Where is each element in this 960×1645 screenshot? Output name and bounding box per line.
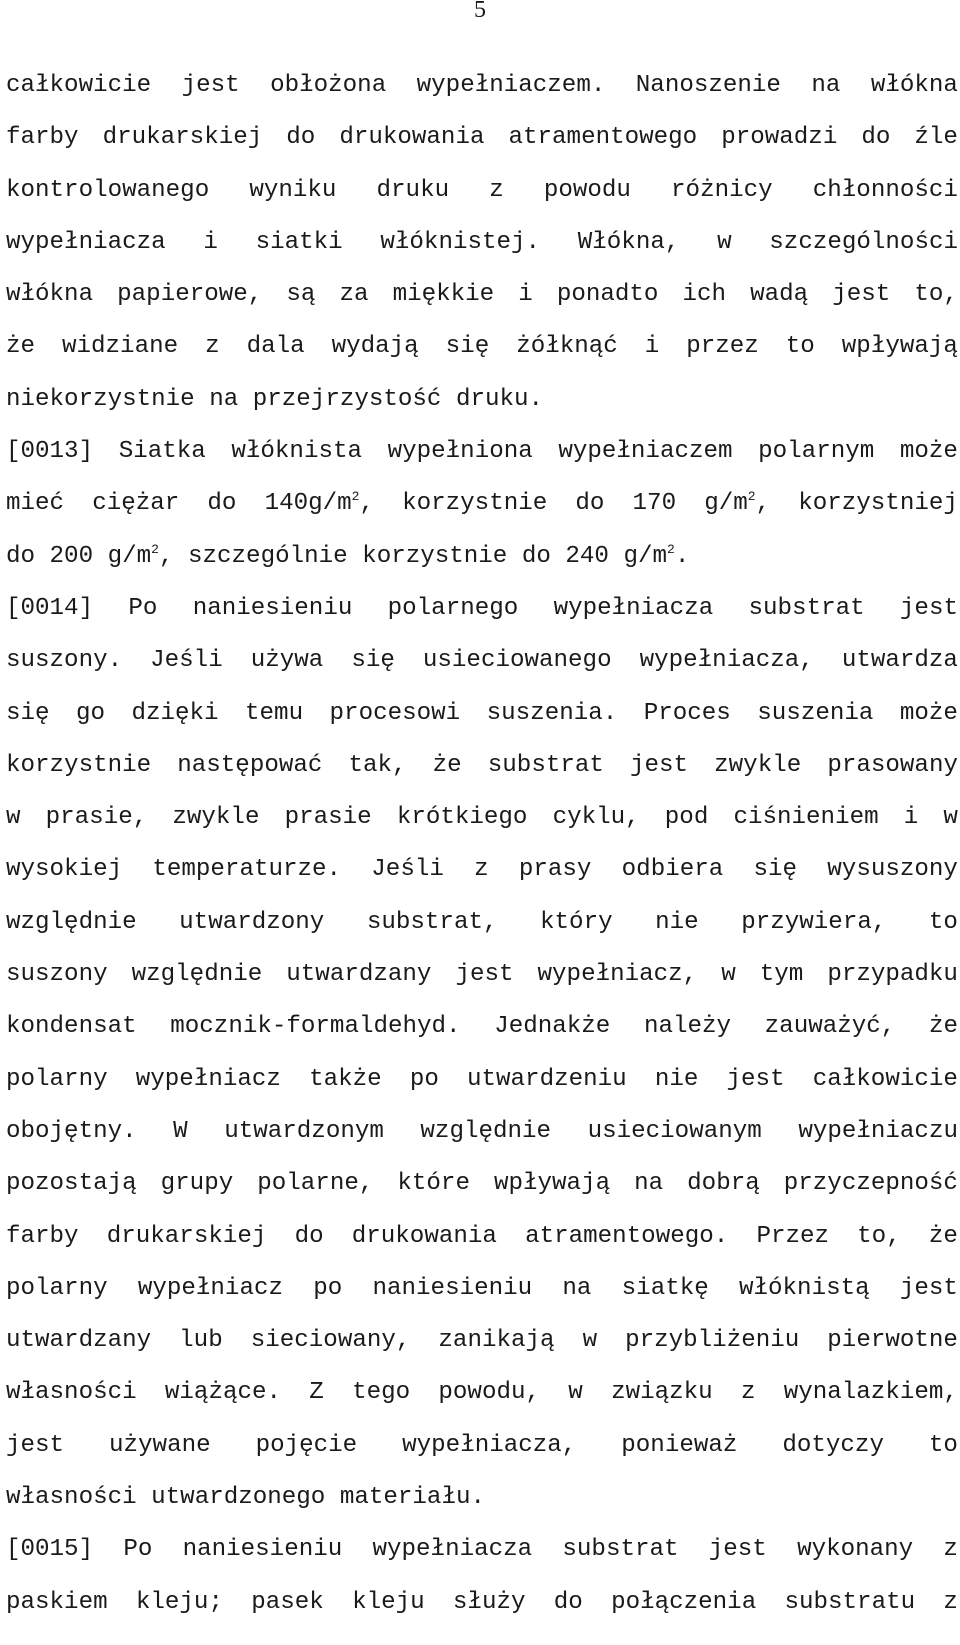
superscript: 2 (747, 489, 756, 505)
word: na (634, 1170, 664, 1198)
word: z (489, 176, 504, 204)
word: Po (123, 1536, 153, 1564)
word: wypełniona (387, 438, 533, 466)
word: polarny (6, 1065, 108, 1093)
word: kontrolowanego (6, 176, 210, 204)
word: na (562, 1274, 592, 1302)
word: całkowicie (812, 1065, 958, 1093)
word: mieć (6, 490, 65, 518)
word: substrat, (366, 908, 498, 936)
word: drukarskiej (102, 124, 263, 152)
word: jest (726, 1065, 785, 1093)
text-line: własności utwardzonego materiału. (6, 1484, 485, 1512)
word: siatkę (621, 1274, 709, 1302)
word: Po (128, 594, 158, 622)
word: polarne, (257, 1170, 374, 1198)
word: widziane (62, 333, 179, 361)
text-line: niekorzystnie na przejrzystość druku. (6, 385, 544, 413)
text-line (6, 751, 958, 808)
word: temu (245, 699, 304, 727)
text-line (6, 699, 958, 756)
word: należy (643, 1013, 732, 1041)
text-line: do 200 $g/m^2$, szczególnie korzystnie do 240 $g/m^2$. (6, 541, 690, 570)
superscript: 2 (351, 489, 360, 505)
word: wysuszony (827, 856, 958, 884)
word: że (928, 1222, 958, 1250)
word: substrat (748, 594, 865, 622)
word: prasie (284, 804, 372, 832)
superscript: 2 (667, 541, 675, 557)
word: do (294, 1222, 324, 1250)
word: jest (899, 1274, 958, 1302)
word: drukowania (339, 124, 485, 152)
word: utwardzony (179, 908, 325, 936)
text-line (6, 594, 958, 651)
word: procesowi (329, 699, 461, 727)
word: Przez (756, 1222, 830, 1250)
word: jest (708, 1536, 767, 1564)
word: z (943, 1536, 958, 1564)
word: naniesieniu (182, 1536, 343, 1564)
word: ponadto (556, 281, 659, 309)
text-line (6, 124, 958, 180)
word: Jeśli (371, 856, 444, 884)
word: służy (452, 1588, 526, 1616)
text-line (6, 1065, 958, 1122)
word: włókna (6, 281, 94, 309)
word: jest (832, 281, 891, 309)
word: grupy (160, 1170, 234, 1198)
word: druku (376, 176, 450, 204)
page-number: 5 (474, 0, 486, 23)
word: się (351, 647, 395, 675)
word: miękkie (392, 281, 495, 309)
word: do (286, 124, 316, 152)
word: $140g/m^2$, (264, 489, 374, 518)
word: atramentowego. (525, 1222, 729, 1250)
word: to, (857, 1222, 901, 1250)
word: Proces (643, 699, 731, 727)
word: są (286, 281, 316, 309)
word: się (6, 699, 50, 727)
word: w (6, 804, 21, 832)
word: wypełniaczu (798, 1117, 958, 1145)
word: odbiera (621, 856, 724, 884)
word: że (432, 751, 462, 779)
word: paskiem (6, 1588, 108, 1616)
word: prasowany (827, 751, 958, 779)
word: farby (6, 1222, 79, 1250)
word: Z (309, 1379, 324, 1407)
word: i (203, 228, 218, 256)
word: 170 (632, 490, 677, 518)
word: używa (250, 647, 324, 675)
word: wypełniacz (135, 1065, 281, 1093)
word: wypełniaczem. (416, 72, 606, 99)
word: to (928, 908, 958, 936)
word: i (903, 804, 919, 832)
word: który (540, 908, 613, 936)
word: prasie, (45, 804, 148, 832)
word: może (899, 699, 958, 727)
word: następować (177, 751, 323, 779)
text-line (6, 1013, 958, 1069)
word: suszony. (6, 647, 123, 675)
word: utwardzeniu (467, 1065, 627, 1093)
word: wypełniacza, (402, 1431, 577, 1459)
word: korzystnie (6, 751, 152, 779)
word: tym (759, 961, 804, 989)
word: utwardzany (6, 1327, 152, 1355)
word: to (785, 333, 815, 361)
word: także (309, 1065, 382, 1093)
word: żółknąć (516, 333, 618, 361)
word: wadą (750, 281, 809, 309)
word: względnie (420, 1117, 552, 1145)
word: połączenia (611, 1588, 757, 1616)
word: jest (630, 751, 689, 779)
document-body (6, 72, 958, 1645)
word: prowadzi (721, 124, 838, 152)
word: dala (246, 333, 305, 361)
word: utwardza (841, 647, 958, 675)
word: korzystnie (402, 490, 548, 518)
word: tak, (348, 751, 407, 779)
word: Nanoszenie (635, 72, 781, 99)
word: polarnym (758, 438, 875, 466)
word: względnie (6, 908, 137, 936)
text-line (6, 176, 958, 233)
word: zwykle (172, 804, 260, 832)
word: które (397, 1170, 470, 1198)
word: po (313, 1274, 343, 1302)
word: wpływają (841, 333, 958, 361)
word: cyklu, (552, 804, 640, 832)
word: że (928, 1013, 958, 1041)
word: sieciowany, (250, 1327, 411, 1355)
word: do (861, 124, 891, 152)
word: na (811, 72, 841, 99)
word: polarny (6, 1274, 108, 1302)
word: przyczepność (783, 1170, 958, 1198)
word: powodu (543, 176, 631, 204)
word: substrat (487, 751, 604, 779)
word: wyniku (249, 176, 337, 204)
text-line (6, 1274, 958, 1331)
word: naniesieniu (372, 1274, 533, 1302)
word: pierwotne (827, 1327, 958, 1355)
word: zanikają (438, 1327, 555, 1355)
word: wypełniacza (553, 594, 714, 622)
word: mocznik-formaldehyd. (170, 1013, 461, 1041)
word: jest (6, 1431, 65, 1459)
text-line (6, 1170, 958, 1226)
word: przywiera, (741, 908, 887, 936)
word: wysokiej (6, 856, 123, 884)
word: całkowicie (6, 72, 152, 99)
text-line (6, 1222, 958, 1279)
word: związku (611, 1379, 713, 1407)
word: $g/m^2$, (704, 489, 771, 518)
word: wydają (331, 333, 419, 361)
text-line (6, 1117, 958, 1174)
word: dotyczy (782, 1431, 884, 1459)
text-line (6, 1379, 958, 1435)
word: substratu (784, 1588, 916, 1616)
word: nie (654, 1065, 699, 1093)
word: ponieważ (621, 1431, 738, 1459)
word: lub (179, 1327, 223, 1355)
word: wykonany (797, 1536, 914, 1564)
word: względnie (131, 961, 263, 989)
word: Jeśli (150, 647, 223, 675)
word: za (339, 281, 369, 309)
text-line (6, 908, 958, 965)
word: pod (664, 804, 709, 832)
word: z (474, 856, 489, 884)
word: przybliżeniu (625, 1327, 800, 1355)
word: tego (352, 1379, 411, 1407)
word: ciśnieniem (733, 804, 879, 832)
word: jest (455, 961, 514, 989)
text-line (6, 961, 958, 1017)
word: drukarskiej (106, 1222, 267, 1250)
word: do (575, 490, 605, 518)
word: papierowe, (117, 281, 263, 309)
word: Jednakże (494, 1013, 611, 1041)
text-line (6, 1327, 958, 1383)
text-line (6, 333, 958, 389)
word: wypełniacza, (639, 647, 814, 675)
word: źle (914, 124, 958, 152)
word: przez (686, 333, 759, 361)
word: kleju; (135, 1588, 223, 1616)
word: że (6, 333, 36, 361)
word: dobrą (687, 1170, 760, 1198)
word: dzięki (131, 699, 219, 727)
word: się (753, 856, 798, 884)
word: W (173, 1117, 188, 1145)
word: [0014] (6, 594, 94, 622)
word: w (943, 804, 958, 832)
word: obojętny. (6, 1117, 137, 1145)
word: może (899, 438, 958, 466)
word: kondensat (6, 1013, 137, 1041)
word: i (518, 281, 533, 309)
word: utwardzany (286, 961, 432, 989)
word: jest (181, 72, 240, 99)
text-line (6, 1536, 958, 1592)
word: włóknistą (739, 1274, 870, 1302)
word: z (943, 1588, 958, 1616)
word: [0015] (6, 1536, 94, 1564)
word: suszenia. (486, 699, 618, 727)
text-line (6, 804, 958, 860)
text-line (6, 647, 958, 703)
word: prasy (518, 856, 592, 884)
word: Włókna, (577, 228, 680, 256)
text-line (6, 281, 958, 337)
word: i (644, 333, 660, 361)
word: suszenia (757, 699, 874, 727)
word: pasek (251, 1588, 324, 1616)
word: polarnego (387, 594, 519, 622)
word: włóknistej. (380, 228, 541, 256)
word: krótkiego (396, 804, 528, 832)
word: nie (655, 908, 699, 936)
word: wypełniacz, (537, 961, 698, 989)
word: włóknista (231, 438, 363, 466)
text-line (6, 228, 958, 285)
word: wypełniaczem (558, 438, 733, 466)
word: w (568, 1379, 583, 1407)
text-line (6, 72, 958, 128)
word: usieciowanym (587, 1117, 762, 1145)
word: do (553, 1588, 583, 1616)
word: różnicy (671, 176, 773, 204)
text-line (6, 438, 958, 494)
word: w (717, 228, 732, 256)
word: atramentowego (508, 124, 698, 152)
word: do (207, 490, 237, 518)
word: ciężar (92, 490, 180, 518)
word: powodu, (438, 1379, 541, 1407)
word: włókna (870, 72, 958, 99)
word: to, (914, 281, 958, 309)
word: siatki (255, 228, 343, 256)
text-line (6, 1588, 958, 1645)
word: utwardzonym (224, 1117, 384, 1145)
word: wypełniacza (372, 1536, 533, 1564)
word: z (205, 333, 220, 361)
word: suszony (6, 961, 108, 989)
word: zwykle (714, 751, 802, 779)
word: wynalazkiem, (783, 1379, 958, 1407)
word: temperaturze. (152, 856, 342, 884)
word: używane (109, 1431, 211, 1459)
word: przypadku (827, 961, 958, 989)
word: po (409, 1065, 439, 1093)
word: korzystniej (798, 490, 958, 518)
word: to (928, 1431, 958, 1459)
superscript: 2 (151, 541, 159, 557)
text-line (6, 856, 958, 912)
word: zauważyć, (764, 1013, 896, 1041)
word: z (740, 1379, 756, 1407)
word: naniesieniu (192, 594, 353, 622)
word: chłonności (812, 176, 958, 204)
word: w (721, 961, 736, 989)
word: jest (899, 594, 958, 622)
word: szczególności (769, 228, 958, 256)
word: obłożona (270, 72, 387, 99)
word: farby (6, 124, 79, 152)
word: usieciowanego (422, 647, 612, 675)
word: w (582, 1327, 598, 1355)
word: się (445, 333, 490, 361)
word: [0013] (6, 438, 94, 466)
word: wypełniacz (137, 1274, 283, 1302)
word: wpływają (493, 1170, 611, 1198)
word: pojęcie (255, 1431, 358, 1459)
word: kleju (352, 1588, 425, 1616)
word: go (76, 699, 106, 727)
word: ich (682, 281, 727, 309)
word: własności (6, 1379, 137, 1407)
text-line (6, 1431, 958, 1488)
word: wypełniacza (6, 228, 166, 256)
word: substrat (562, 1536, 679, 1564)
text-line (6, 489, 958, 546)
word: drukowania (351, 1222, 497, 1250)
word: wiążące. (164, 1379, 282, 1407)
word: Siatka (118, 438, 206, 466)
word: pozostają (6, 1170, 137, 1198)
